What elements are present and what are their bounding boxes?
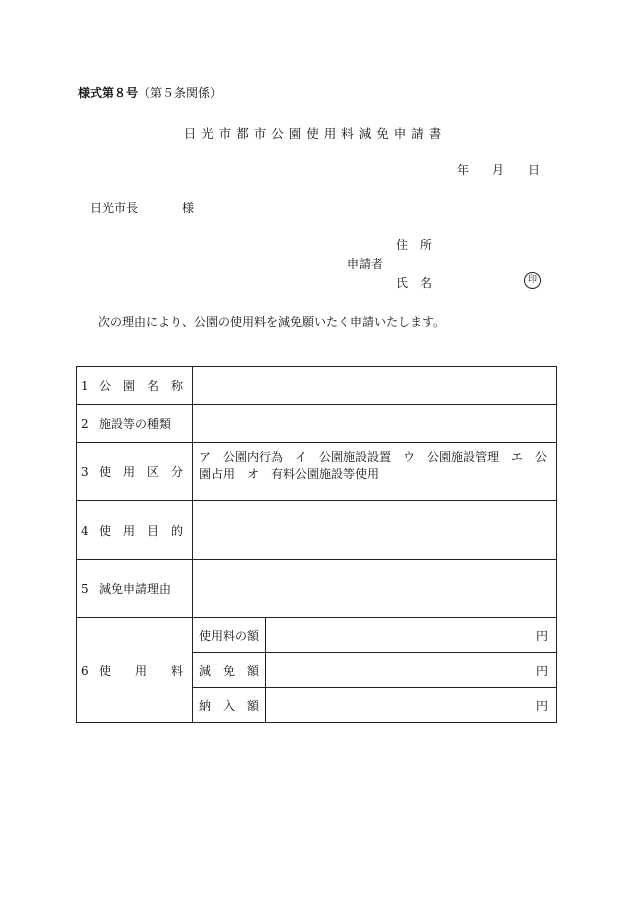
fee-amount-label: 使用料の額 <box>193 618 266 653</box>
row-label-text: 使 用 目 的 <box>99 523 184 538</box>
applicant-label: 申請者 <box>347 257 384 271</box>
date-day-label: 日 <box>528 163 541 177</box>
row-number: 1 <box>81 379 89 393</box>
date-month-label: 月 <box>492 163 505 177</box>
form-number <box>78 84 222 101</box>
table-row <box>77 501 557 560</box>
exemption-amount-label: 減 免 額 <box>193 653 266 688</box>
application-table <box>76 366 557 723</box>
seal-icon: 印 <box>524 272 541 289</box>
request-statement: 次の理由により、公園の使用料を減免願いたく申請いたします。 <box>98 315 446 329</box>
row-number: 6 <box>81 663 89 678</box>
row-label <box>77 443 193 501</box>
address-label: 住 所 <box>396 238 433 252</box>
row-label-text: 施設等の種類 <box>99 417 172 431</box>
row-number: 4 <box>81 523 89 538</box>
row-label <box>77 367 193 405</box>
form-number-label: 様式第８号 <box>78 86 139 100</box>
row-number: 2 <box>81 417 89 431</box>
facility-type-field[interactable] <box>193 405 557 443</box>
row-label <box>77 405 193 443</box>
table-row <box>77 618 557 653</box>
row-number: 3 <box>81 465 89 479</box>
usage-category-field[interactable]: ア 公園内行為 イ 公園施設設置 ウ 公園施設管理 エ 公園占用 オ 有料公園施設等使用 <box>193 443 557 501</box>
exemption-reason-field[interactable] <box>193 560 557 618</box>
table-row <box>77 405 557 443</box>
payment-amount-label: 納 入 額 <box>193 688 266 723</box>
row-label-text: 減免申請理由 <box>99 582 172 596</box>
addressee-name: 日光市長 <box>90 201 139 215</box>
row-label <box>77 501 193 560</box>
row-label-text: 公 園 名 称 <box>99 379 184 393</box>
table-row <box>77 443 557 501</box>
date-year-label: 年 <box>457 163 470 177</box>
park-name-field[interactable] <box>193 367 557 405</box>
fee-amount-field[interactable]: 円 <box>266 618 557 653</box>
payment-amount-field[interactable]: 円 <box>266 688 557 723</box>
name-label: 氏 名 <box>396 276 433 290</box>
form-relation: （第５条関係） <box>138 86 223 100</box>
document-title: 日光市都市公園使用料減免申請書 <box>183 126 447 141</box>
exemption-amount-field[interactable]: 円 <box>266 653 557 688</box>
table-row <box>77 367 557 405</box>
row-number: 5 <box>81 582 89 596</box>
table-row <box>77 560 557 618</box>
row-label-text: 使 用 料 <box>99 663 184 678</box>
usage-purpose-field[interactable] <box>193 501 557 560</box>
addressee-honorific: 様 <box>182 201 195 215</box>
row-label <box>77 618 193 723</box>
row-label-text: 使 用 区 分 <box>99 465 184 479</box>
row-label <box>77 560 193 618</box>
